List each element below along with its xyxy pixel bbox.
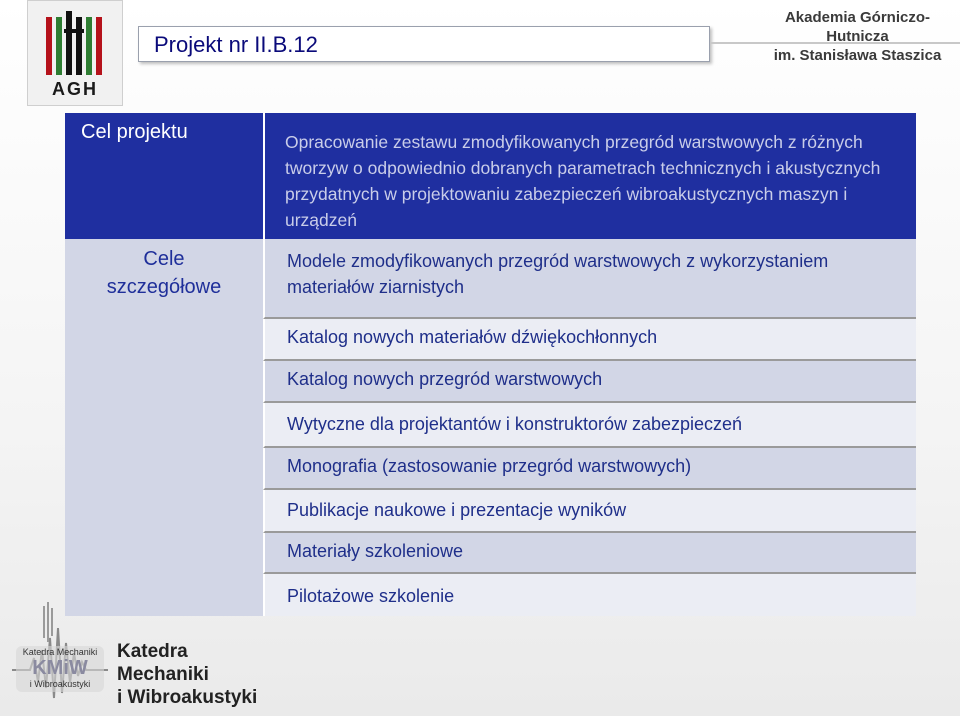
kmiw-logo-caption-1: Katedra Mechaniki	[22, 647, 98, 657]
university-name	[760, 8, 955, 65]
list-item: Katalog nowych przegród warstwowych	[263, 361, 916, 403]
goal-label: Cel projektu	[81, 121, 188, 143]
list-item: Monografia (zastosowanie przegród warstwowych)	[263, 448, 916, 490]
kmiw-logo-caption-2: i Wibroakustyki	[29, 679, 91, 689]
kmiw-logo-text: KMiW	[32, 657, 88, 679]
university-name-line2: im. Stanisława Staszica	[773, 47, 942, 64]
list-item: Materiały szkoleniowe	[263, 533, 916, 574]
list-item: Pilotażowe szkolenie	[263, 574, 916, 616]
department-name: Katedra Mechaniki i Wibroakustyki	[117, 641, 258, 708]
agh-logo-text: AGH	[52, 79, 98, 99]
slide-title-text: Projekt nr II.B.12	[154, 32, 318, 57]
kmiw-logo	[8, 598, 112, 708]
goal-description: Opracowanie zestawu zmodyfikowanych przegród warstwowych z różnych tworzyw o odpowiednio dobranych parametrach technicznych i akustycznych przydatnych w projektowaniu zabezpieczeń wibroakustycznych maszyn i urządzeń	[285, 132, 881, 230]
goal-description-cell	[263, 113, 916, 239]
list-item: Publikacje naukowe i prezentacje wyników	[263, 490, 916, 533]
list-item: Modele zmodyfikowanych przegród warstwowych z wykorzystaniem materiałów ziarnistych	[263, 239, 916, 319]
university-name-line1: Akademia Górniczo-Hutnicza	[784, 9, 931, 45]
agh-emblem-icon	[46, 11, 106, 75]
list-item: Wytyczne dla projektantów i konstruktorów zabezpieczeń	[263, 403, 916, 448]
detailed-goals-label: Cele szczegółowe	[106, 248, 222, 298]
agh-logo	[27, 0, 123, 106]
list-item: Katalog nowych materiałów dźwiękochłonnych	[263, 319, 916, 361]
slide-title	[138, 26, 710, 62]
detailed-goals-label-cell	[65, 239, 263, 616]
detailed-goals-list	[263, 239, 916, 616]
goal-label-cell	[65, 113, 263, 239]
